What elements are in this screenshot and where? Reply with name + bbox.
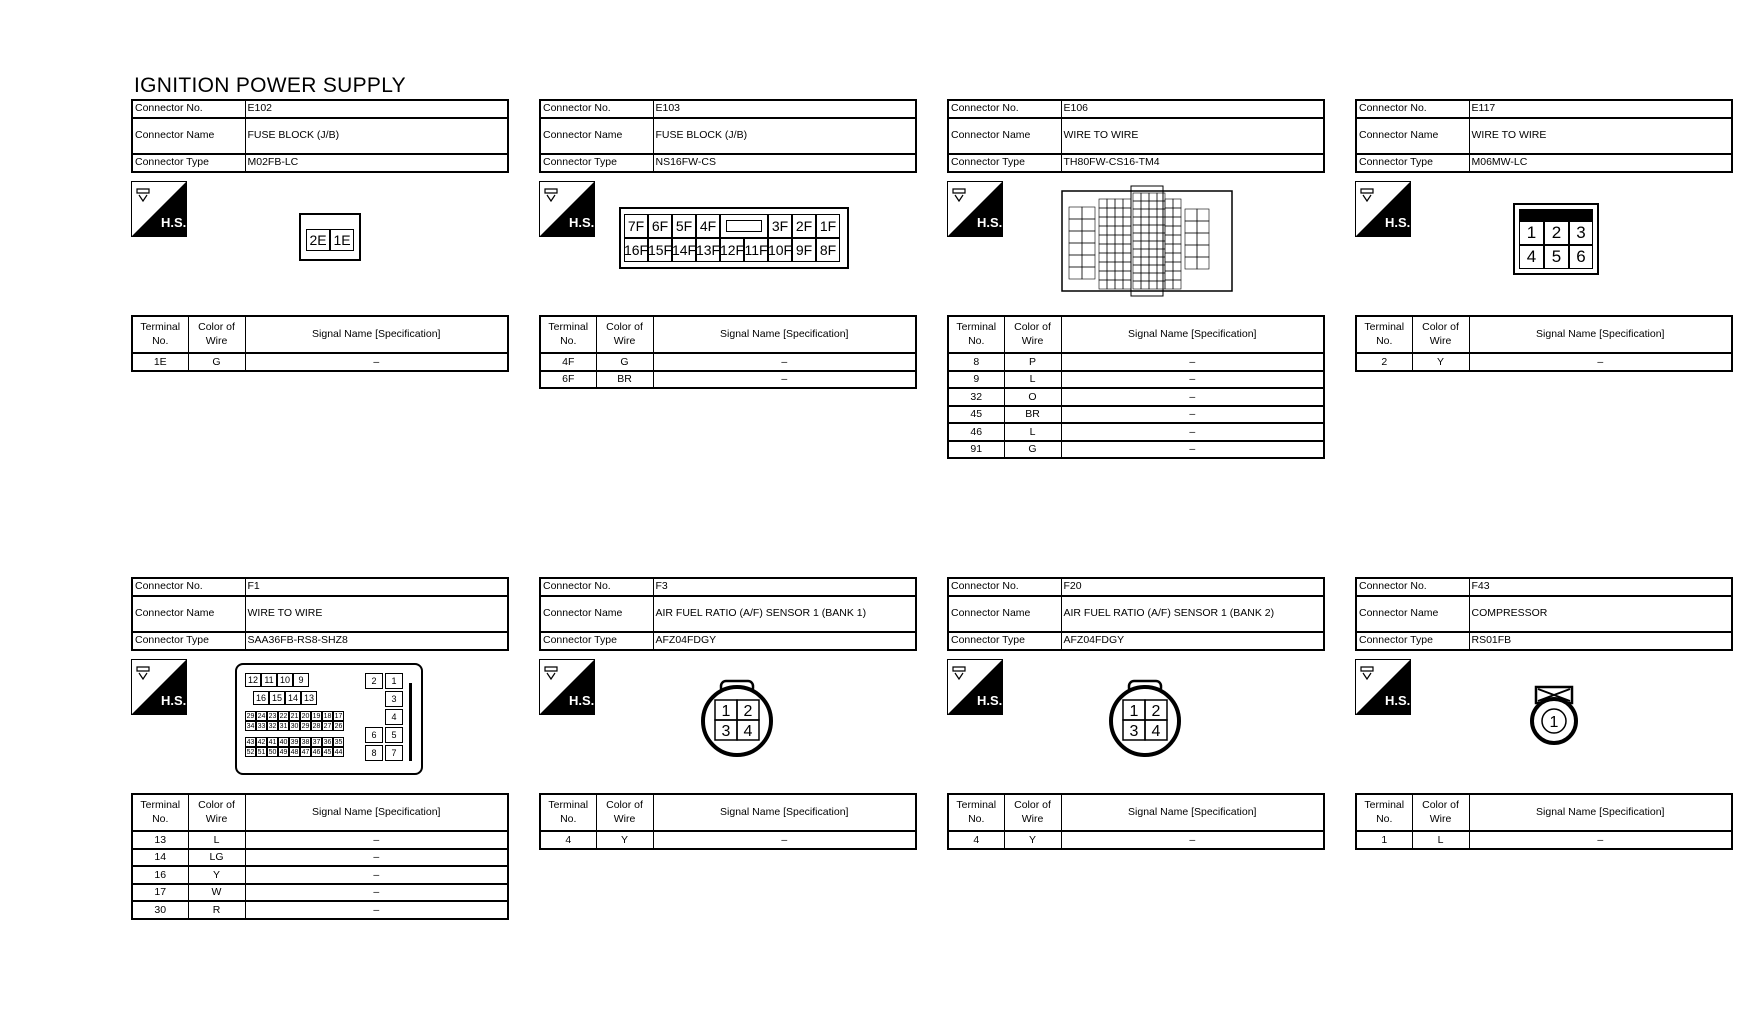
connector-name-value: FUSE BLOCK (J/B) (245, 118, 508, 154)
connector-block-e103 (539, 99, 917, 389)
hs-harness-side-icon (539, 181, 595, 237)
connector-diagram (131, 173, 509, 315)
connector-block-e106 (947, 99, 1325, 459)
pin-label: 4 (743, 723, 753, 740)
connector-name-value: WIRE TO WIRE (1469, 118, 1732, 154)
pin-cell: 10 (277, 673, 293, 687)
pin-cell: 13 (301, 691, 317, 705)
terminal-table (539, 793, 917, 850)
connector-no-label: Connector No. (540, 578, 653, 596)
terminal-table (1355, 315, 1733, 372)
terminal-no-header: Terminal No. (1356, 794, 1412, 831)
pin-label: 3 (1129, 723, 1139, 740)
pin-cell: 5 (385, 727, 403, 743)
connector-type-label: Connector Type (132, 632, 245, 650)
pin-cell: 15 (269, 691, 285, 705)
table-row (948, 423, 1324, 441)
pin-cell: 1 (1519, 221, 1544, 245)
connector-no-value: E117 (1469, 100, 1732, 118)
signal-name-cell: – (245, 884, 508, 902)
pin-cell: 43 (246, 738, 255, 746)
connector-diagram (539, 651, 917, 793)
table-row (948, 371, 1324, 389)
signal-name-cell: – (1061, 441, 1324, 459)
blank-pin-cell (720, 214, 768, 238)
terminal-no-header: Terminal No. (132, 794, 188, 831)
signal-name-header: Signal Name [Specification] (1061, 316, 1324, 353)
terminal-no-cell: 4 (948, 831, 1004, 849)
pin-cell: 51 (257, 748, 266, 756)
svg-text:H.S.: H.S. (977, 215, 1003, 230)
pin-cell: 3F (768, 214, 792, 238)
pin-cell: 32 (268, 722, 277, 730)
svg-text:H.S.: H.S. (1385, 215, 1411, 230)
wire-color-cell: L (1412, 831, 1469, 849)
pin-label: 1 (1549, 714, 1559, 731)
pin-cell: 44 (334, 748, 343, 756)
terminal-no-cell: 17 (132, 884, 188, 902)
connector-info-table (131, 577, 509, 651)
terminal-table (1355, 793, 1733, 850)
terminal-no-header: Terminal No. (540, 316, 596, 353)
terminal-no-header: Terminal No. (948, 794, 1004, 831)
terminal-no-cell: 1 (1356, 831, 1412, 849)
table-row (948, 441, 1324, 459)
wire-color-cell: L (1004, 371, 1061, 389)
table-row (1356, 353, 1732, 371)
pin-cell: 9F (792, 238, 816, 262)
table-row (132, 901, 508, 919)
pin-cell: 38 (301, 738, 310, 746)
pin-cell: 16 (253, 691, 269, 705)
svg-text:H.S.: H.S. (977, 693, 1003, 708)
terminal-no-header: Terminal No. (540, 794, 596, 831)
pin-cell: 47 (301, 748, 310, 756)
hs-harness-side-icon (947, 659, 1003, 715)
pin-cell: 7F (624, 214, 648, 238)
wire-color-cell: G (1004, 441, 1061, 459)
wire-color-cell: Y (1004, 831, 1061, 849)
connector-no-value: F3 (653, 578, 916, 596)
terminal-no-header: Terminal No. (132, 316, 188, 353)
pin-cell: 14F (672, 238, 696, 262)
svg-text:H.S.: H.S. (1385, 693, 1411, 708)
connector-no-label: Connector No. (1356, 100, 1469, 118)
connector-type-value: SAA36FB-RS8-SHZ8 (245, 632, 508, 650)
connector-face-f20 (1107, 679, 1183, 759)
table-row (948, 388, 1324, 406)
wire-color-cell: BR (596, 371, 653, 389)
table-row (540, 831, 916, 849)
wire-color-cell: P (1004, 353, 1061, 371)
connector-name-label: Connector Name (132, 118, 245, 154)
connector-type-value: AFZ04FDGY (653, 632, 916, 650)
table-row (132, 849, 508, 867)
connector-type-label: Connector Type (132, 154, 245, 172)
connector-type-value: M02FB-LC (245, 154, 508, 172)
connector-name-label: Connector Name (132, 596, 245, 632)
signal-name-cell: – (1061, 353, 1324, 371)
connector-no-value: E102 (245, 100, 508, 118)
connector-type-value: M06MW-LC (1469, 154, 1732, 172)
connector-type-label: Connector Type (948, 632, 1061, 650)
terminal-no-cell: 91 (948, 441, 1004, 459)
page-title: IGNITION POWER SUPPLY (134, 74, 406, 97)
signal-name-header: Signal Name [Specification] (245, 316, 508, 353)
connector-name-label: Connector Name (1356, 118, 1469, 154)
terminal-no-cell: 46 (948, 423, 1004, 441)
pin-cell: 2E (306, 229, 330, 251)
wire-color-cell: Y (596, 831, 653, 849)
wire-color-cell: L (1004, 423, 1061, 441)
connector-no-value: F20 (1061, 578, 1324, 596)
terminal-no-cell: 8 (948, 353, 1004, 371)
table-row (540, 371, 916, 389)
pin-cell: 8F (816, 238, 840, 262)
signal-name-cell: – (1469, 831, 1732, 849)
connector-no-label: Connector No. (948, 100, 1061, 118)
pin-cell: 4F (696, 214, 720, 238)
wire-color-cell: LG (188, 849, 245, 867)
signal-name-header: Signal Name [Specification] (1469, 794, 1732, 831)
terminal-table (131, 315, 509, 372)
table-row (948, 406, 1324, 424)
wire-color-cell: Y (188, 866, 245, 884)
pin-cell: 46 (312, 748, 321, 756)
wire-color-cell: G (188, 353, 245, 371)
connector-face-e117 (1513, 203, 1599, 275)
pin-cell: 1 (385, 673, 403, 689)
pin-cell: 36 (323, 738, 332, 746)
color-of-wire-header: Color of Wire (1412, 794, 1469, 831)
connector-type-value: NS16FW-CS (653, 154, 916, 172)
signal-name-header: Signal Name [Specification] (653, 316, 916, 353)
pin-cell: 17 (334, 712, 343, 720)
pin-cell: 10F (768, 238, 792, 262)
terminal-table (131, 793, 509, 920)
pin-cell: 41 (268, 738, 277, 746)
signal-name-cell: – (1061, 371, 1324, 389)
connector-info-table (539, 577, 917, 651)
pin-cell: 24 (257, 712, 266, 720)
pin-cell: 48 (290, 748, 299, 756)
connector-name-value: AIR FUEL RATIO (A/F) SENSOR 1 (BANK 2) (1061, 596, 1324, 632)
connector-name-label: Connector Name (948, 596, 1061, 632)
connector-name-value: AIR FUEL RATIO (A/F) SENSOR 1 (BANK 1) (653, 596, 916, 632)
connector-diagram (1355, 173, 1733, 315)
hs-harness-side-icon (131, 659, 187, 715)
table-row (132, 353, 508, 371)
terminal-no-cell: 9 (948, 371, 1004, 389)
pin-label: 2 (743, 703, 753, 720)
pin-label: 2 (1151, 703, 1161, 720)
connector-name-label: Connector Name (948, 118, 1061, 154)
connector-face-e103 (619, 207, 849, 269)
terminal-table (947, 315, 1325, 459)
connector-name-value: COMPRESSOR (1469, 596, 1732, 632)
pin-cell: 11F (744, 238, 768, 262)
connector-face-e102 (299, 213, 361, 261)
pin-cell: 5 (1544, 245, 1569, 269)
connector-diagram (539, 173, 917, 315)
connector-no-value: F43 (1469, 578, 1732, 596)
pin-cell: 37 (312, 738, 321, 746)
terminal-table (947, 793, 1325, 850)
signal-name-header: Signal Name [Specification] (653, 794, 916, 831)
pin-cell: 2F (792, 214, 816, 238)
pin-cell: 29 (246, 712, 255, 720)
color-of-wire-header: Color of Wire (188, 794, 245, 831)
pin-cell: 6 (1569, 245, 1593, 269)
pin-cell: 27 (323, 722, 332, 730)
pin-cell: 20 (301, 712, 310, 720)
pin-cell: 2 (1544, 221, 1569, 245)
pin-cell: 45 (323, 748, 332, 756)
pin-cell: 3 (1569, 221, 1593, 245)
connector-no-label: Connector No. (132, 578, 245, 596)
signal-name-cell: – (245, 831, 508, 849)
pin-cell: 3 (385, 691, 403, 707)
pin-cell: 14 (285, 691, 301, 705)
connector-block-e102 (131, 99, 509, 372)
wire-color-cell: R (188, 901, 245, 919)
pin-cell: 2 (365, 673, 383, 689)
connector-info-table (1355, 577, 1733, 651)
terminal-no-cell: 4F (540, 353, 596, 371)
latch-bar (409, 683, 412, 761)
pin-cell: 19 (312, 712, 321, 720)
svg-text:H.S.: H.S. (161, 215, 187, 230)
color-of-wire-header: Color of Wire (596, 316, 653, 353)
pin-cell: 12 (245, 673, 261, 687)
signal-name-header: Signal Name [Specification] (245, 794, 508, 831)
signal-name-cell: – (245, 849, 508, 867)
hs-harness-side-icon (947, 181, 1003, 237)
connector-block-f20 (947, 577, 1325, 850)
signal-name-cell: – (1061, 831, 1324, 849)
terminal-no-cell: 1E (132, 353, 188, 371)
pin-label: 1 (1129, 703, 1139, 720)
wire-color-cell: L (188, 831, 245, 849)
hs-harness-side-icon (539, 659, 595, 715)
pin-cell: 5F (672, 214, 696, 238)
connector-no-value: F1 (245, 578, 508, 596)
wire-color-cell: BR (1004, 406, 1061, 424)
connector-info-table (131, 99, 509, 173)
pin-cell: 11 (261, 673, 277, 687)
connector-info-table (947, 99, 1325, 173)
wire-color-cell: G (596, 353, 653, 371)
table-row (948, 831, 1324, 849)
connector-type-label: Connector Type (540, 154, 653, 172)
pin-cell: 18 (323, 712, 332, 720)
terminal-no-cell: 2 (1356, 353, 1412, 371)
connector-type-label: Connector Type (540, 632, 653, 650)
signal-name-cell: – (653, 831, 916, 849)
pin-cell: 28 (312, 722, 321, 730)
terminal-no-cell: 13 (132, 831, 188, 849)
pin-cell: 29 (301, 722, 310, 730)
color-of-wire-header: Color of Wire (1004, 316, 1061, 353)
connector-diagram (947, 173, 1325, 315)
signal-name-cell: – (1469, 353, 1732, 371)
pin-cell: 15F (648, 238, 672, 262)
signal-name-cell: – (245, 353, 508, 371)
terminal-no-header: Terminal No. (948, 316, 1004, 353)
connector-block-e117 (1355, 99, 1733, 372)
color-of-wire-header: Color of Wire (188, 316, 245, 353)
svg-text:H.S.: H.S. (569, 693, 595, 708)
pin-cell: 26 (334, 722, 343, 730)
pin-cell: 50 (268, 748, 277, 756)
pin-cell: 4 (385, 709, 403, 725)
pin-label: 3 (721, 723, 731, 740)
pin-cell: 22 (279, 712, 288, 720)
pin-cell: 6 (365, 727, 383, 743)
color-of-wire-header: Color of Wire (1004, 794, 1061, 831)
table-row (132, 884, 508, 902)
pin-cell: 39 (290, 738, 299, 746)
table-row (948, 353, 1324, 371)
wire-color-cell: Y (1412, 353, 1469, 371)
table-row (540, 353, 916, 371)
connector-face-e106 (1061, 185, 1233, 297)
pin-cell: 33 (257, 722, 266, 730)
pin-cell: 1E (330, 229, 354, 251)
pin-cell: 16F (624, 238, 648, 262)
pin-cell: 35 (334, 738, 343, 746)
color-of-wire-header: Color of Wire (1412, 316, 1469, 353)
connector-type-label: Connector Type (1356, 154, 1469, 172)
pin-cell: 34 (246, 722, 255, 730)
pin-cell: 6F (648, 214, 672, 238)
connector-type-label: Connector Type (948, 154, 1061, 172)
connector-diagram (1355, 651, 1733, 793)
connector-face-f3 (699, 679, 775, 759)
connector-no-value: E103 (653, 100, 916, 118)
pin-cell: 49 (279, 748, 288, 756)
signal-name-cell: – (653, 371, 916, 389)
wire-color-cell: W (188, 884, 245, 902)
connector-no-label: Connector No. (1356, 578, 1469, 596)
signal-name-cell: – (1061, 423, 1324, 441)
pin-cell: 13F (696, 238, 720, 262)
terminal-table (539, 315, 917, 389)
svg-text:H.S.: H.S. (161, 693, 187, 708)
color-of-wire-header: Color of Wire (596, 794, 653, 831)
terminal-no-cell: 45 (948, 406, 1004, 424)
terminal-no-cell: 6F (540, 371, 596, 389)
pin-cell: 23 (268, 712, 277, 720)
wire-color-cell: O (1004, 388, 1061, 406)
terminal-no-cell: 4 (540, 831, 596, 849)
connector-name-label: Connector Name (540, 118, 653, 154)
pin-cell: 31 (279, 722, 288, 730)
pin-cell: 4 (1519, 245, 1544, 269)
signal-name-cell: – (653, 353, 916, 371)
connector-no-label: Connector No. (540, 100, 653, 118)
connector-diagram (131, 651, 509, 793)
terminal-no-cell: 16 (132, 866, 188, 884)
connector-block-f3 (539, 577, 917, 850)
connector-name-value: FUSE BLOCK (J/B) (653, 118, 916, 154)
connector-name-label: Connector Name (1356, 596, 1469, 632)
connector-no-label: Connector No. (132, 100, 245, 118)
hs-harness-side-icon (1355, 659, 1411, 715)
pin-cell: 12F (720, 238, 744, 262)
connector-no-label: Connector No. (948, 578, 1061, 596)
connector-info-table (947, 577, 1325, 651)
svg-text:H.S.: H.S. (569, 215, 595, 230)
connector-type-value: TH80FW-CS16-TM4 (1061, 154, 1324, 172)
connector-face-f43 (1528, 685, 1580, 747)
pin-label: 4 (1151, 723, 1161, 740)
connector-diagram (947, 651, 1325, 793)
terminal-no-header: Terminal No. (1356, 316, 1412, 353)
connector-block-f43 (1355, 577, 1733, 850)
connector-type-label: Connector Type (1356, 632, 1469, 650)
pin-cell: 40 (279, 738, 288, 746)
table-row (132, 866, 508, 884)
connector-name-value: WIRE TO WIRE (245, 596, 508, 632)
connector-block-f1 (131, 577, 509, 920)
connector-face-f1 (235, 663, 423, 775)
connector-name-label: Connector Name (540, 596, 653, 632)
signal-name-cell: – (245, 866, 508, 884)
connector-name-value: WIRE TO WIRE (1061, 118, 1324, 154)
pin-cell: 21 (290, 712, 299, 720)
pin-cell: 1F (816, 214, 840, 238)
pin-cell: 42 (257, 738, 266, 746)
connector-no-value: E106 (1061, 100, 1324, 118)
hs-harness-side-icon (131, 181, 187, 237)
terminal-no-cell: 14 (132, 849, 188, 867)
pin-cell: 30 (290, 722, 299, 730)
pin-cell: 7 (385, 745, 403, 761)
table-row (1356, 831, 1732, 849)
signal-name-cell: – (245, 901, 508, 919)
pin-cell: 8 (365, 745, 383, 761)
pin-cell: 52 (246, 748, 255, 756)
pin-cell: 9 (293, 673, 309, 687)
terminal-no-cell: 32 (948, 388, 1004, 406)
pin-label: 1 (721, 703, 731, 720)
hs-harness-side-icon (1355, 181, 1411, 237)
signal-name-header: Signal Name [Specification] (1061, 794, 1324, 831)
connector-info-table (539, 99, 917, 173)
terminal-no-cell: 30 (132, 901, 188, 919)
signal-name-header: Signal Name [Specification] (1469, 316, 1732, 353)
table-row (132, 831, 508, 849)
signal-name-cell: – (1061, 406, 1324, 424)
signal-name-cell: – (1061, 388, 1324, 406)
connector-info-table (1355, 99, 1733, 173)
connector-type-value: AFZ04FDGY (1061, 632, 1324, 650)
connector-type-value: RS01FB (1469, 632, 1732, 650)
